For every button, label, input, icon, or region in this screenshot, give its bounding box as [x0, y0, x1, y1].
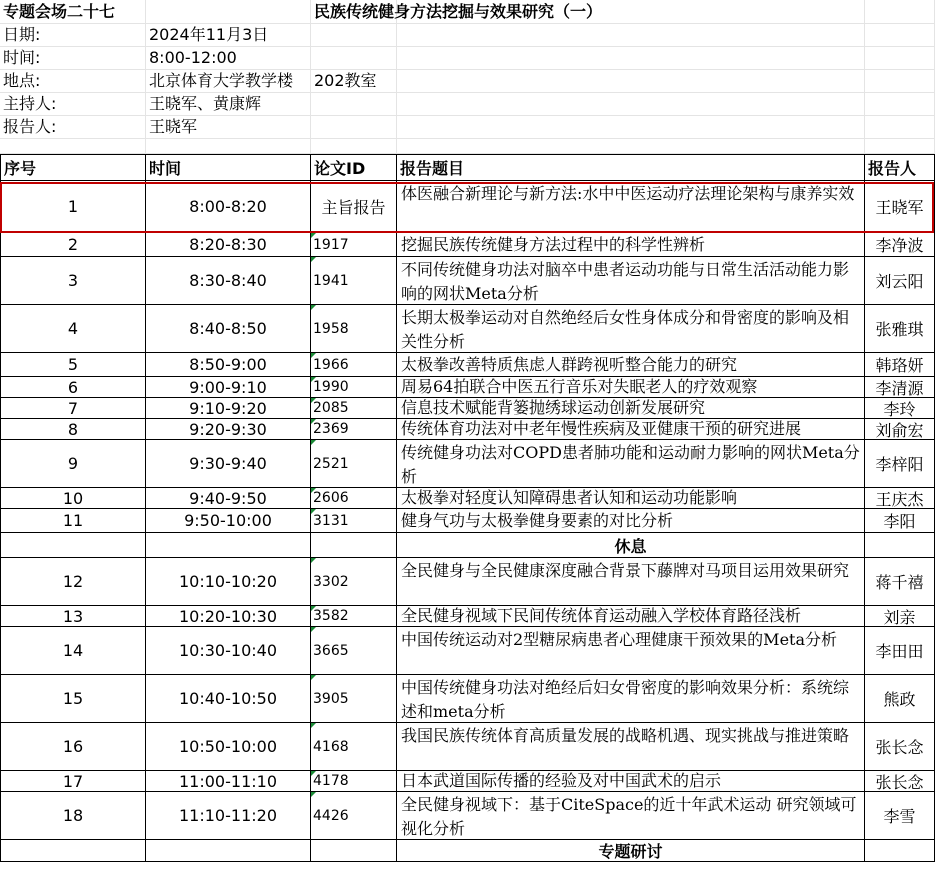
speaker-name-text: 刘云阳: [875, 272, 924, 291]
row-time: [146, 771, 311, 792]
row-number: [0, 353, 146, 377]
paper-title: [397, 398, 865, 419]
row-time: [146, 606, 311, 627]
paper-id-text: 4168: [313, 738, 349, 755]
comment-marker-icon: [311, 440, 316, 445]
row-number-text: 6: [67, 377, 79, 397]
info-row: [0, 139, 936, 154]
empty-cell: [311, 93, 397, 116]
speaker-name: [865, 558, 935, 606]
paper-title-text: 挖掘民族传统健身方法过程中的科学性辨析: [401, 234, 706, 254]
row-number: [0, 377, 146, 398]
empty-cell: [397, 70, 865, 93]
table-row: [0, 398, 936, 419]
row-time: [146, 257, 311, 305]
paper-id: [311, 233, 397, 257]
comment-marker-icon: [311, 627, 316, 632]
speaker-name-text: 张雅琪: [875, 320, 924, 339]
speaker-name: [865, 440, 935, 488]
row-time-text: 9:40-9:50: [189, 488, 267, 508]
row-time: [146, 233, 311, 257]
row-time-text: 11:00-11:10: [179, 771, 277, 791]
paper-id: [311, 792, 397, 840]
comment-marker-icon: [311, 792, 316, 797]
paper-id: [311, 771, 397, 792]
comment-marker-icon: [311, 675, 316, 680]
info-row: [0, 116, 936, 139]
time-label: 时间:: [0, 47, 146, 70]
paper-id-text: 3131: [313, 512, 349, 529]
speaker-name-text: 韩珞妍: [875, 356, 924, 375]
empty-cell: [397, 47, 865, 70]
table-row: [0, 419, 936, 440]
speaker-name-text: 李梓阳: [875, 455, 924, 474]
paper-id-text: 3302: [313, 573, 349, 590]
row-time-text: 9:20-9:30: [189, 419, 267, 439]
paper-title-text: 传统体育功法对中老年慢性疾病及亚健康干预的研究进展: [401, 419, 802, 438]
break-label: 专题研讨: [397, 840, 865, 862]
header-title: 报告题目: [397, 154, 865, 181]
empty-cell: [0, 139, 146, 154]
paper-id-text: 1941: [313, 272, 349, 289]
info-row: [0, 70, 936, 93]
speaker-name: [865, 257, 935, 305]
row-number: [0, 723, 146, 771]
paper-id: [311, 377, 397, 398]
paper-title: [397, 419, 865, 440]
paper-id-text: 1966: [313, 356, 349, 373]
time-value: 8:00-12:00: [146, 47, 311, 70]
table-row: [0, 771, 936, 792]
break-label: 休息: [397, 533, 865, 558]
paper-title: [397, 181, 865, 233]
table-row: [0, 353, 936, 377]
speaker-name-text: 李玲: [883, 399, 916, 419]
header-paper-id: 论文ID: [311, 154, 397, 181]
paper-id: [311, 488, 397, 509]
speaker-name-text: 刘亲: [883, 607, 916, 627]
paper-title-text: 健身气功与太极拳健身要素的对比分析: [401, 510, 674, 530]
row-number: [0, 233, 146, 257]
empty-cell: [311, 139, 397, 154]
table-row: [0, 606, 936, 627]
table-row: [0, 558, 936, 606]
row-time-text: 8:20-8:30: [189, 235, 267, 254]
row-number-text: 3: [67, 271, 79, 290]
speaker-name-text: 李清源: [875, 378, 924, 398]
comment-marker-icon: [311, 606, 316, 611]
paper-id-text: 2606: [313, 490, 349, 506]
info-row: [0, 24, 936, 47]
paper-id: [311, 257, 397, 305]
row-number-text: 10: [62, 488, 84, 508]
speaker-name-text: 李阳: [883, 512, 916, 531]
table-row: [0, 675, 936, 723]
row-number-text: 8: [67, 419, 79, 439]
row-time: [146, 440, 311, 488]
paper-title-text: 太极拳对轻度认知障碍患者认知和运动功能影响: [401, 488, 738, 507]
row-number: [0, 181, 146, 233]
row-number: [0, 558, 146, 606]
row-number-text: 14: [62, 641, 84, 660]
header-speaker: 报告人: [865, 154, 935, 181]
speaker-name: [865, 606, 935, 627]
comment-marker-icon: [311, 377, 316, 382]
paper-title-text: 传统健身功法对COPD患者肺功能和运动耐力影响的网状Meta分析: [401, 443, 860, 486]
paper-title: [397, 509, 865, 533]
paper-title-text: 我国民族传统体育高质量发展的战略机遇、现实挑战与推进策略: [401, 726, 850, 745]
empty-cell: [865, 139, 935, 154]
paper-title-text: 日本武道国际传播的经验及对中国武术的启示: [401, 771, 722, 790]
paper-title: [397, 233, 865, 257]
room-value: 202教室: [311, 70, 397, 93]
speaker-name-text: 熊政: [883, 690, 916, 709]
row-time-text: 8:00-8:20: [189, 197, 267, 216]
empty-cell: [397, 0, 865, 24]
row-time: [146, 509, 311, 533]
speaker-name: [865, 398, 935, 419]
speaker-name: [865, 675, 935, 723]
empty-cell: [311, 116, 397, 139]
row-number: [0, 440, 146, 488]
paper-id-text: 2521: [313, 455, 349, 472]
speaker-name-text: 王庆杰: [875, 489, 924, 509]
row-number: [0, 627, 146, 675]
speaker-name-text: 李雪: [883, 807, 916, 826]
row-time-text: 8:30-8:40: [189, 271, 267, 290]
table-row: [0, 305, 936, 353]
table-row: [0, 509, 936, 533]
paper-title-text: 周易64拍联合中医五行音乐对失眠老人的疗效观察: [401, 377, 758, 396]
row-number-text: 11: [62, 511, 84, 530]
row-time: [146, 558, 311, 606]
topic-title: 民族传统健身方法挖掘与效果研究（一）: [311, 0, 397, 24]
row-time-text: 9:10-9:20: [189, 398, 267, 418]
empty-cell: [865, 24, 935, 47]
row-time-text: 11:10-11:20: [179, 806, 277, 825]
comment-marker-icon: [311, 771, 316, 776]
table-row: [0, 440, 936, 488]
info-row: [0, 0, 936, 24]
empty-cell: [865, 840, 935, 862]
paper-title: [397, 627, 865, 675]
paper-id: [311, 398, 397, 419]
row-number-text: 4: [67, 319, 79, 338]
paper-id-keynote: [311, 181, 397, 233]
comment-marker-icon: [311, 398, 316, 403]
row-number-text: 12: [62, 572, 84, 591]
row-time: [146, 305, 311, 353]
speaker-name: [865, 627, 935, 675]
row-number-text: 15: [62, 689, 84, 708]
paper-id-text: 2369: [313, 421, 349, 437]
row-number-text: 13: [62, 606, 84, 626]
row-number: [0, 675, 146, 723]
row-time: [146, 723, 311, 771]
paper-id-text: 1990: [313, 379, 349, 395]
row-number-text: 18: [62, 806, 84, 825]
place-label: 地点:: [0, 70, 146, 93]
speaker-name-text: 李田田: [875, 642, 924, 661]
row-number: [0, 606, 146, 627]
row-number: [0, 509, 146, 533]
paper-title-text: 全民健身与全民健康深度融合背景下藤牌对马项目运用效果研究: [401, 561, 850, 580]
row-number-text: 16: [62, 737, 84, 756]
paper-title: [397, 792, 865, 840]
date-label: 日期:: [0, 24, 146, 47]
paper-title-text: 太极拳改善特质焦虑人群跨视听整合能力的研究: [401, 354, 738, 374]
empty-cell: [0, 840, 146, 862]
paper-id: [311, 419, 397, 440]
paper-title-text: 全民健身视域下：基于CiteSpace的近十年武术运动 研究领域可视化分析: [401, 795, 857, 838]
place-value: 北京体育大学教学楼: [146, 70, 311, 93]
paper-title: [397, 675, 865, 723]
row-number-text: 2: [67, 235, 79, 254]
row-number: [0, 792, 146, 840]
paper-id: [311, 558, 397, 606]
paper-id: [311, 305, 397, 353]
paper-id: [311, 675, 397, 723]
paper-id-text: 3665: [313, 642, 349, 659]
paper-id-text: 4178: [313, 773, 349, 789]
empty-cell: [865, 116, 935, 139]
empty-cell: [865, 533, 935, 558]
row-time: [146, 181, 311, 233]
table-row: [0, 257, 936, 305]
speaker-name-text: 刘俞宏: [875, 420, 924, 440]
paper-title: [397, 305, 865, 353]
paper-title: [397, 606, 865, 627]
paper-id: [311, 353, 397, 377]
row-number: [0, 305, 146, 353]
paper-title: [397, 558, 865, 606]
paper-id-text: 3582: [313, 608, 349, 624]
paper-title-text: 全民健身视域下民间传统体育运动融入学校体育路径浅析: [401, 606, 802, 625]
table-header: [0, 154, 936, 181]
row-number: [0, 488, 146, 509]
speaker-name: [865, 419, 935, 440]
date-value: 2024年11月3日: [146, 24, 311, 47]
row-time: [146, 377, 311, 398]
paper-id-text: 4426: [313, 807, 349, 824]
paper-title-text: 信息技术赋能背篓抛绣球运动创新发展研究: [401, 398, 706, 417]
table-row: [0, 233, 936, 257]
row-time-text: 10:30-10:40: [179, 641, 277, 660]
speaker-name-text: 王晓军: [875, 198, 924, 217]
empty-cell: [0, 533, 146, 558]
speaker-name: [865, 509, 935, 533]
row-number: [0, 398, 146, 419]
paper-id-text: 2085: [313, 400, 349, 416]
comment-marker-icon: [311, 233, 316, 238]
break-row: [0, 840, 936, 862]
speaker-name-text: 张长念: [875, 772, 924, 792]
table-row: [0, 181, 936, 233]
paper-title: [397, 377, 865, 398]
row-number-text: 7: [67, 398, 79, 418]
row-number: [0, 419, 146, 440]
comment-marker-icon: [311, 723, 316, 728]
comment-marker-icon: [311, 558, 316, 563]
speaker-name: [865, 792, 935, 840]
paper-id-text: 1958: [313, 320, 349, 337]
header-time: 时间: [146, 154, 311, 181]
empty-cell: [865, 70, 935, 93]
comment-marker-icon: [311, 353, 316, 358]
speaker-name: [865, 771, 935, 792]
speaker-name: [865, 181, 935, 233]
paper-id-keynote-text: 主旨报告: [321, 198, 386, 217]
row-number: [0, 771, 146, 792]
speaker-name-text: 蒋千禧: [875, 573, 924, 592]
paper-title: [397, 257, 865, 305]
speaker-name-text: 李净波: [875, 236, 924, 255]
info-row: [0, 93, 936, 116]
paper-id: [311, 440, 397, 488]
break-row: [0, 533, 936, 558]
empty-cell: [146, 0, 311, 24]
speaker-name: [865, 723, 935, 771]
speaker-name: [865, 305, 935, 353]
comment-marker-icon: [311, 257, 316, 262]
table-row: [0, 627, 936, 675]
row-time-text: 10:50-10:00: [179, 737, 277, 756]
paper-title: [397, 771, 865, 792]
row-time: [146, 792, 311, 840]
empty-cell: [397, 139, 865, 154]
paper-title-text: 中国传统运动对2型糖尿病患者心理健康干预效果的Meta分析: [401, 630, 838, 649]
row-time: [146, 419, 311, 440]
table-row: [0, 488, 936, 509]
row-time-text: 9:30-9:40: [189, 454, 267, 473]
empty-cell: [865, 47, 935, 70]
host-value: 王晓军、黄康辉: [146, 93, 311, 116]
row-number-text: 5: [67, 355, 79, 374]
row-number: [0, 257, 146, 305]
table-row: [0, 377, 936, 398]
paper-id-text: 1917: [313, 236, 349, 253]
speaker-name: [865, 233, 935, 257]
row-time-text: 8:40-8:50: [189, 319, 267, 338]
header-no: 序号: [0, 154, 146, 181]
reporter-label: 报告人:: [0, 116, 146, 139]
paper-id: [311, 723, 397, 771]
info-row: [0, 47, 936, 70]
row-number-text: 17: [62, 771, 84, 791]
host-label: 主持人:: [0, 93, 146, 116]
paper-id-text: 3905: [313, 690, 349, 707]
row-time: [146, 627, 311, 675]
row-time-text: 9:50-10:00: [184, 511, 272, 530]
empty-cell: [865, 0, 935, 24]
row-number-text: 1: [67, 197, 79, 216]
paper-title: [397, 440, 865, 488]
row-time: [146, 675, 311, 723]
speaker-name-text: 张长念: [875, 738, 924, 757]
paper-id: [311, 627, 397, 675]
speaker-name: [865, 353, 935, 377]
paper-title: [397, 723, 865, 771]
paper-title: [397, 488, 865, 509]
empty-cell: [146, 840, 311, 862]
row-time-text: 10:40-10:50: [179, 689, 277, 708]
row-time: [146, 353, 311, 377]
empty-cell: [397, 24, 865, 47]
row-time-text: 8:50-9:00: [189, 355, 267, 374]
paper-id: [311, 606, 397, 627]
row-time: [146, 488, 311, 509]
empty-cell: [146, 533, 311, 558]
comment-marker-icon: [311, 305, 316, 310]
paper-title-text: 不同传统健身功法对脑卒中患者运动功能与日常生活活动能力影响的网状Meta分析: [401, 260, 850, 303]
empty-cell: [311, 533, 397, 558]
session-title: 专题会场二十七: [0, 0, 146, 24]
reporter-value: 王晓军: [146, 116, 311, 139]
paper-title-text: 长期太极拳运动对自然绝经后女性身体成分和骨密度的影响及相关性分析: [401, 308, 850, 351]
row-time-text: 9:00-9:10: [189, 377, 267, 397]
comment-marker-icon: [311, 509, 316, 514]
comment-marker-icon: [311, 488, 316, 493]
speaker-name: [865, 488, 935, 509]
paper-id: [311, 509, 397, 533]
table-row: [0, 792, 936, 840]
paper-title-text: 中国传统健身功法对绝经后妇女骨密度的影响效果分析：系统综述和meta分析: [401, 678, 850, 721]
paper-title-text: 体医融合新理论与新方法:水中中医运动疗法理论架构与康养实效: [401, 184, 855, 203]
row-number-text: 9: [67, 454, 79, 473]
comment-marker-icon: [311, 419, 316, 424]
row-time-text: 10:20-10:30: [179, 606, 277, 626]
empty-cell: [397, 116, 865, 139]
empty-cell: [311, 47, 397, 70]
row-time-text: 10:10-10:20: [179, 572, 277, 591]
table-row: [0, 723, 936, 771]
row-time: [146, 398, 311, 419]
empty-cell: [146, 139, 311, 154]
empty-cell: [311, 24, 397, 47]
empty-cell: [865, 93, 935, 116]
empty-cell: [311, 840, 397, 862]
empty-cell: [397, 93, 865, 116]
paper-title: [397, 353, 865, 377]
speaker-name: [865, 377, 935, 398]
